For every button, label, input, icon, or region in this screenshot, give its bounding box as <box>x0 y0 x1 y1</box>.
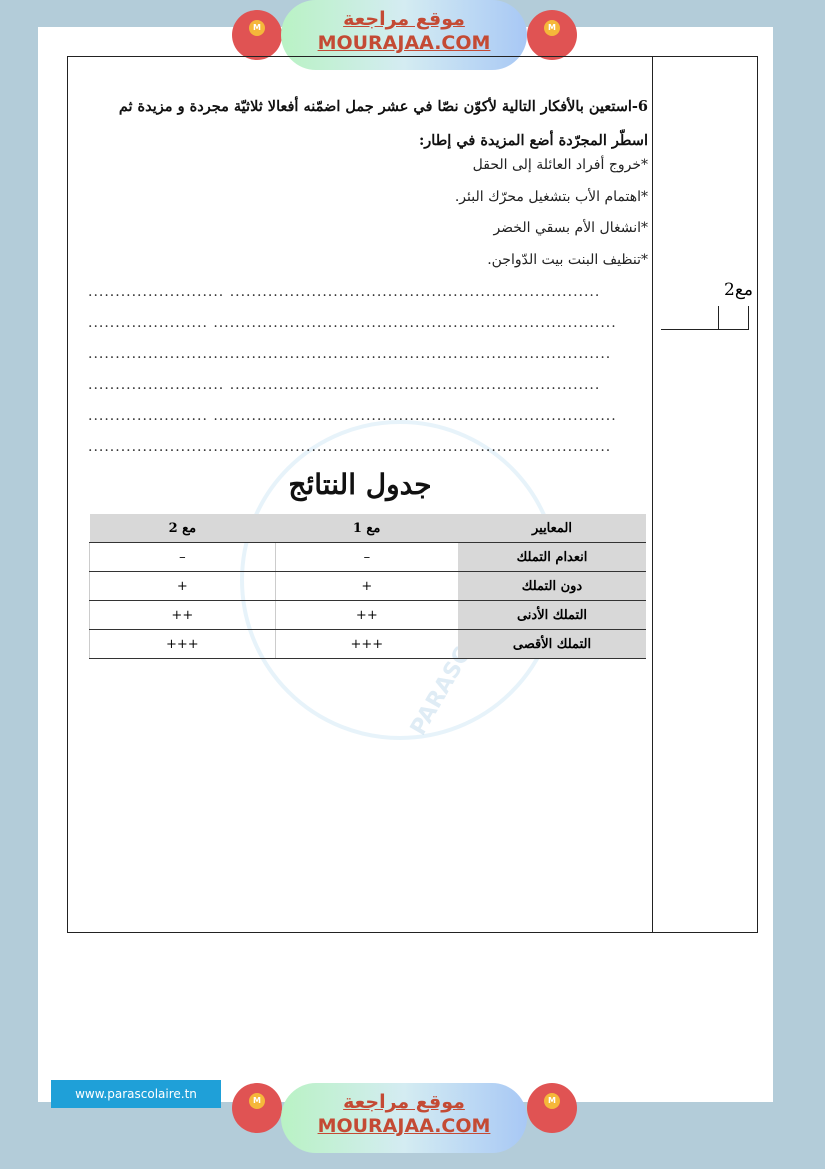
ideas-list <box>300 150 648 276</box>
site-name-en: MOURAJAA.COM <box>317 32 491 54</box>
score-cell: ++ <box>275 601 458 630</box>
score-label: مع2 <box>724 280 753 300</box>
score-cell: +++ <box>90 630 276 659</box>
idea-item: *تنظيف البنت بيت الدّواجن. <box>487 251 648 268</box>
site-name-ar: موقع مراجعة <box>343 1091 465 1113</box>
site-badge-right-bottom <box>527 1083 577 1133</box>
site-badge-right-top <box>527 10 577 60</box>
question-text: 6-استعين بالأفكار التالية لأكوّن نصّا في عشر جمل اضمّنه أفعالا ثلاثيّة مجردة و مزيدة ثم اسطّر المجرّدة أضع المزيدة في إطار: <box>118 98 648 149</box>
site-name-en: MOURAJAA.COM <box>317 1115 491 1137</box>
results-table <box>89 514 646 659</box>
answer-line[interactable]: ...................... .......................................................................... <box>88 408 617 424</box>
score-cell: +++ <box>275 630 458 659</box>
score-cell: – <box>275 543 458 572</box>
footer-url-link[interactable]: www.parascolaire.tn <box>51 1080 221 1108</box>
frame-divider <box>652 56 653 933</box>
score-cell: + <box>90 572 276 601</box>
table-row <box>90 601 647 630</box>
site-badge-left-bottom <box>232 1083 282 1133</box>
answer-line[interactable]: ......................... .................................................................... <box>88 377 601 393</box>
idea-item: *اهتمام الأب بتشغيل محرّك البئر. <box>454 188 648 205</box>
site-logo-icon: M <box>249 20 265 36</box>
header-m1: مع 1 <box>275 514 458 543</box>
score-cell: + <box>275 572 458 601</box>
criterion-cell: التملك الأدنى <box>458 601 646 630</box>
idea-item: *انشغال الأم بسقي الخضر <box>493 220 648 236</box>
site-name-ar: موقع مراجعة <box>343 8 465 30</box>
site-logo-icon: M <box>544 1093 560 1109</box>
site-badge-left-top <box>232 10 282 60</box>
header-criteria: المعايير <box>458 514 646 543</box>
results-title: جدول النتائج <box>288 468 432 501</box>
score-cell: – <box>90 543 276 572</box>
header-m2: مع 2 <box>90 514 276 543</box>
answer-line[interactable]: ................................................................................................ <box>88 346 612 362</box>
table-header-row <box>90 514 647 543</box>
criterion-cell: دون التملك <box>458 572 646 601</box>
score-box <box>661 306 749 330</box>
answer-line[interactable]: ......................... .................................................................... <box>88 284 601 300</box>
idea-item: *خروج أفراد العائلة إلى الحقل <box>472 157 648 173</box>
criterion-cell: التملك الأقصى <box>458 630 646 659</box>
score-cell: ++ <box>90 601 276 630</box>
site-logo-icon: M <box>544 20 560 36</box>
answer-line[interactable]: ................................................................................................ <box>88 439 612 455</box>
table-row <box>90 630 647 659</box>
site-banner-bottom[interactable] <box>281 1083 527 1153</box>
table-row <box>90 543 647 572</box>
answer-line[interactable]: ...................... .......................................................................... <box>88 315 617 331</box>
site-logo-icon: M <box>249 1093 265 1109</box>
criterion-cell: انعدام التملك <box>458 543 646 572</box>
table-row <box>90 572 647 601</box>
